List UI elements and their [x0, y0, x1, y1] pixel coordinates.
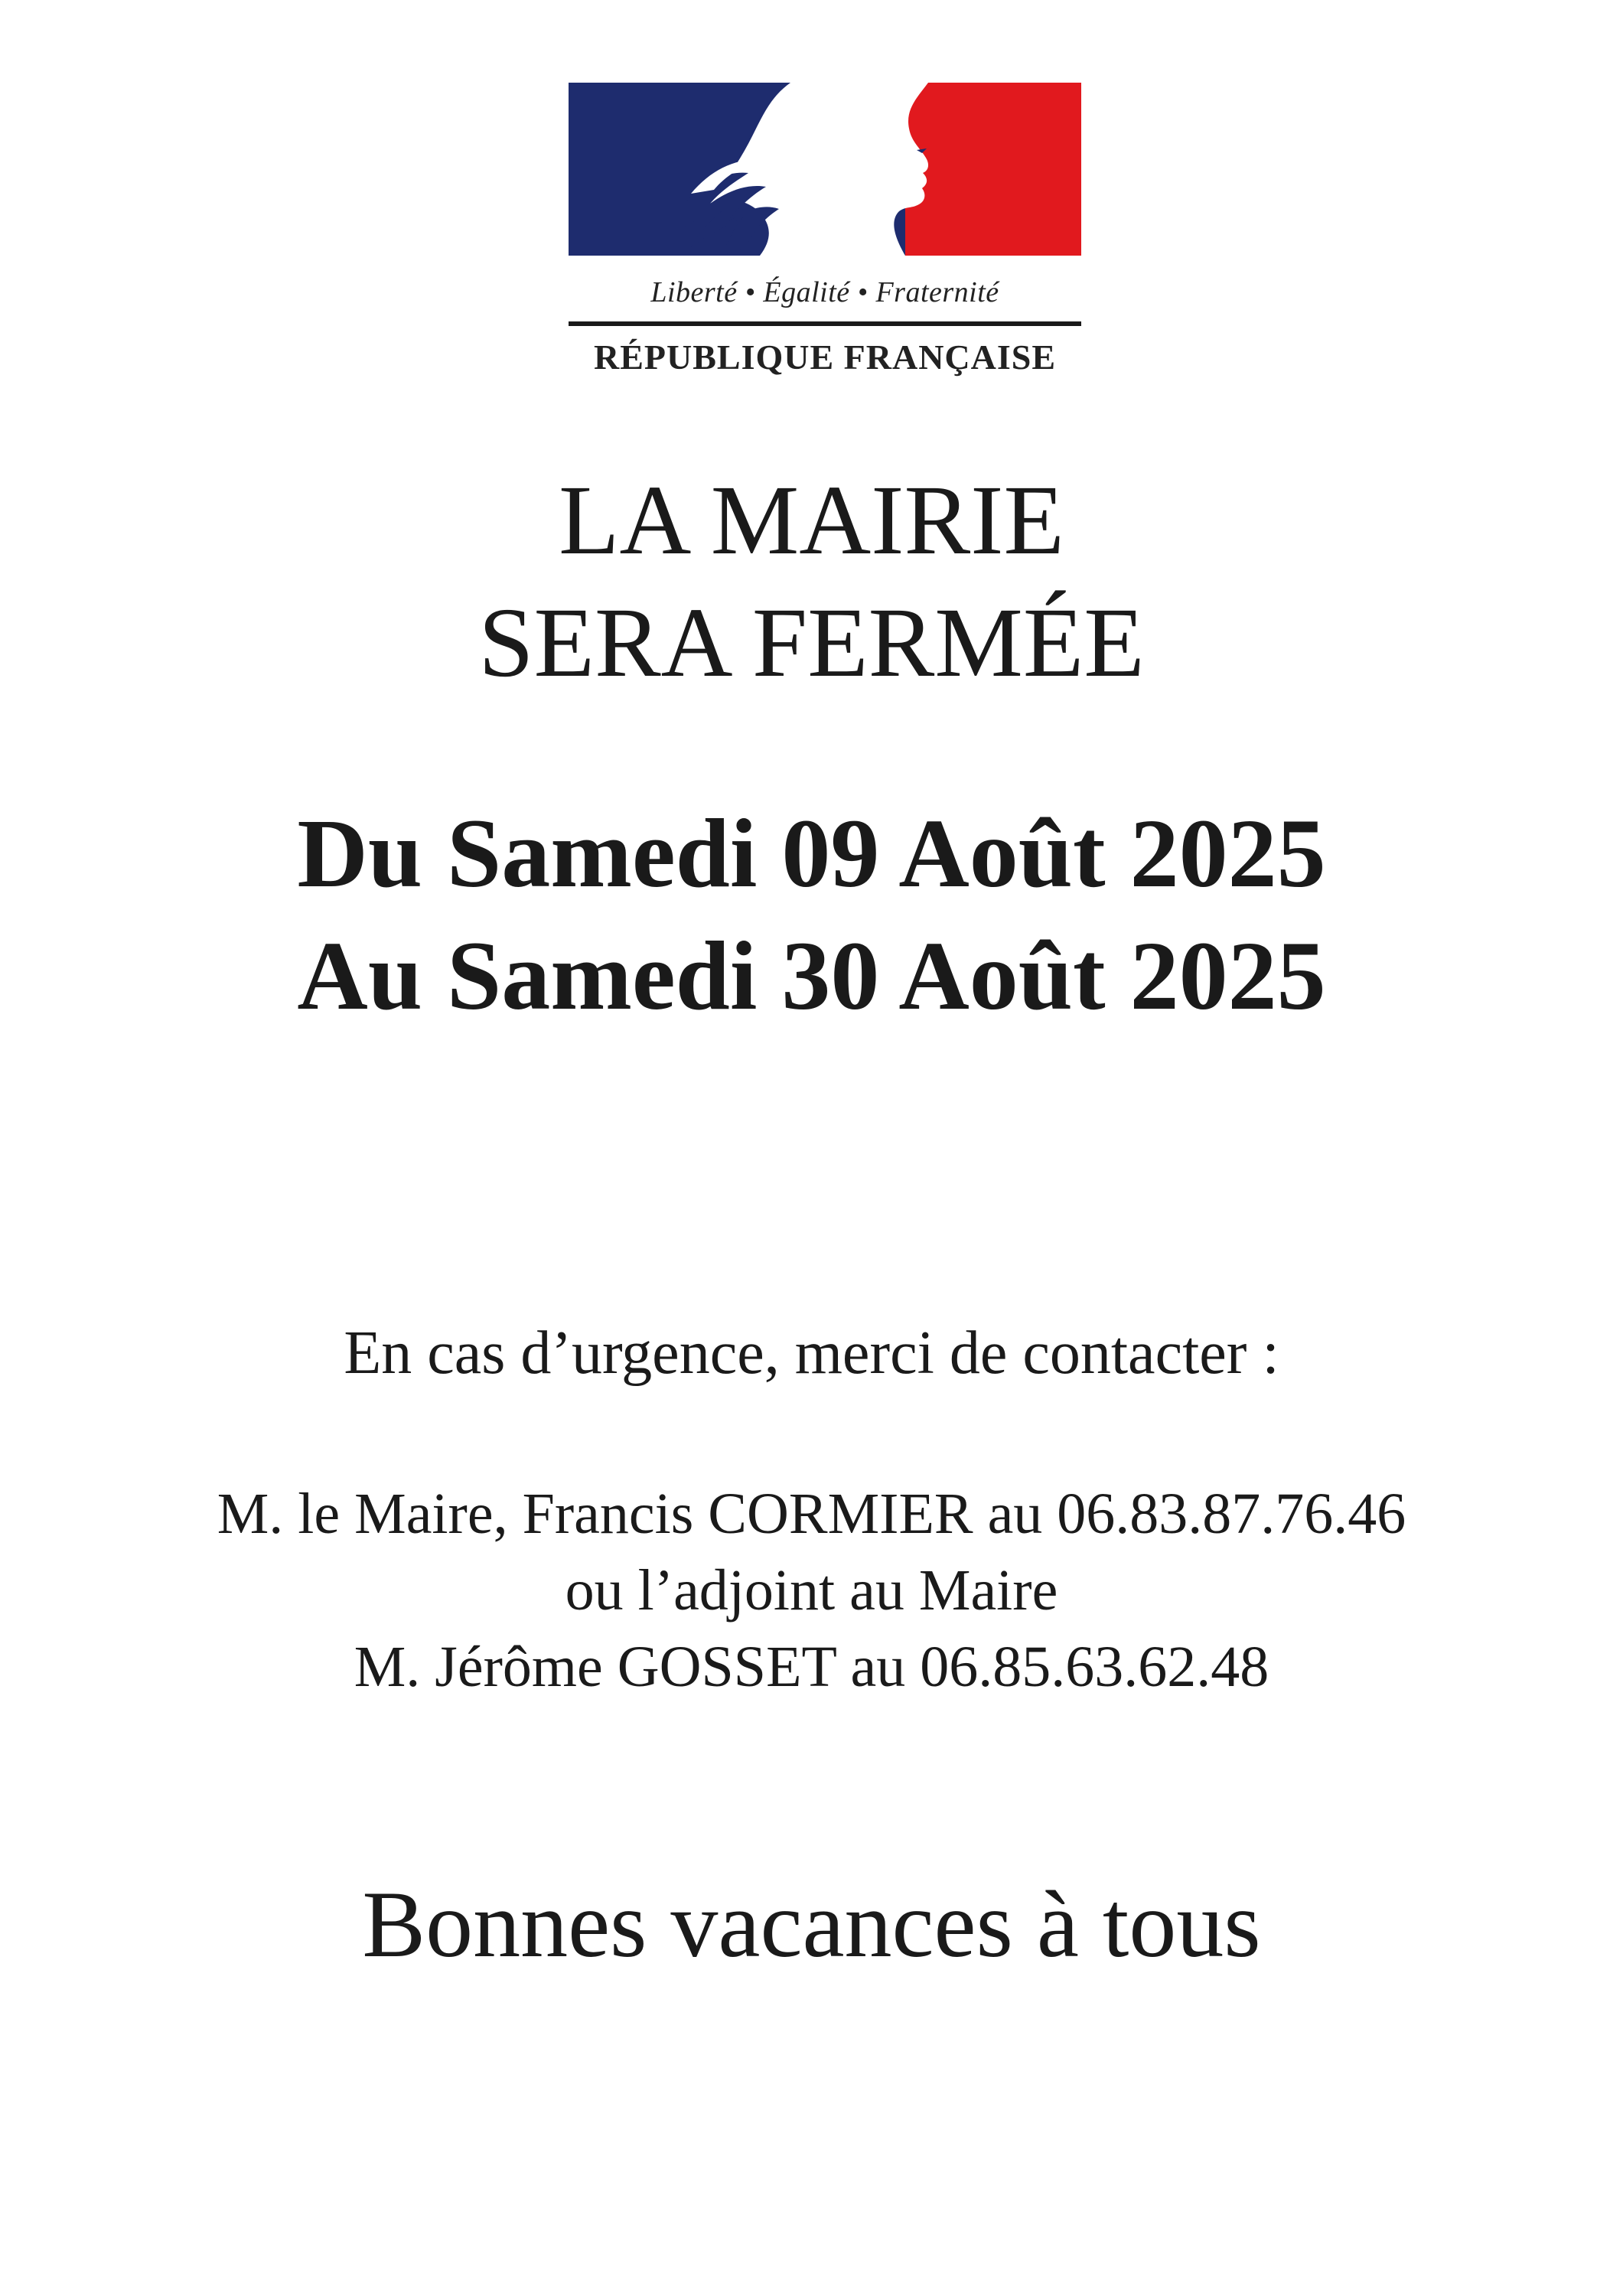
contact-mayor: M. le Maire, Francis CORMIER au 06.83.87.76.46: [217, 1482, 1406, 1546]
flag-red-band: [905, 83, 1081, 256]
farewell-message: Bonnes vacances à tous: [362, 1872, 1261, 1977]
marianne-flag-icon: [569, 83, 1081, 256]
closure-dates: [0, 792, 1623, 1037]
contact-list: [0, 1476, 1623, 1705]
urgency-intro: En cas d’urgence, merci de contacter :: [344, 1319, 1279, 1387]
republic-motto: Liberté • Égalité • Fraternité: [650, 276, 999, 308]
logo-divider: [569, 321, 1081, 326]
date-from: Du Samedi 09 Août 2025: [297, 799, 1326, 908]
date-to: Au Samedi 30 Août 2025: [297, 921, 1326, 1030]
republique-francaise-logo: [569, 83, 1081, 377]
closure-line-1: LA MAIRIE: [559, 465, 1064, 576]
closure-line-2: SERA FERMÉE: [478, 588, 1145, 698]
contact-deputy: M. Jérôme GOSSET au 06.85.63.62.48: [354, 1635, 1269, 1699]
republic-name: RÉPUBLIQUE FRANÇAISE: [593, 338, 1057, 377]
contact-deputy-intro: ou l’adjoint au Maire: [565, 1558, 1058, 1623]
closure-notice: [0, 459, 1623, 704]
